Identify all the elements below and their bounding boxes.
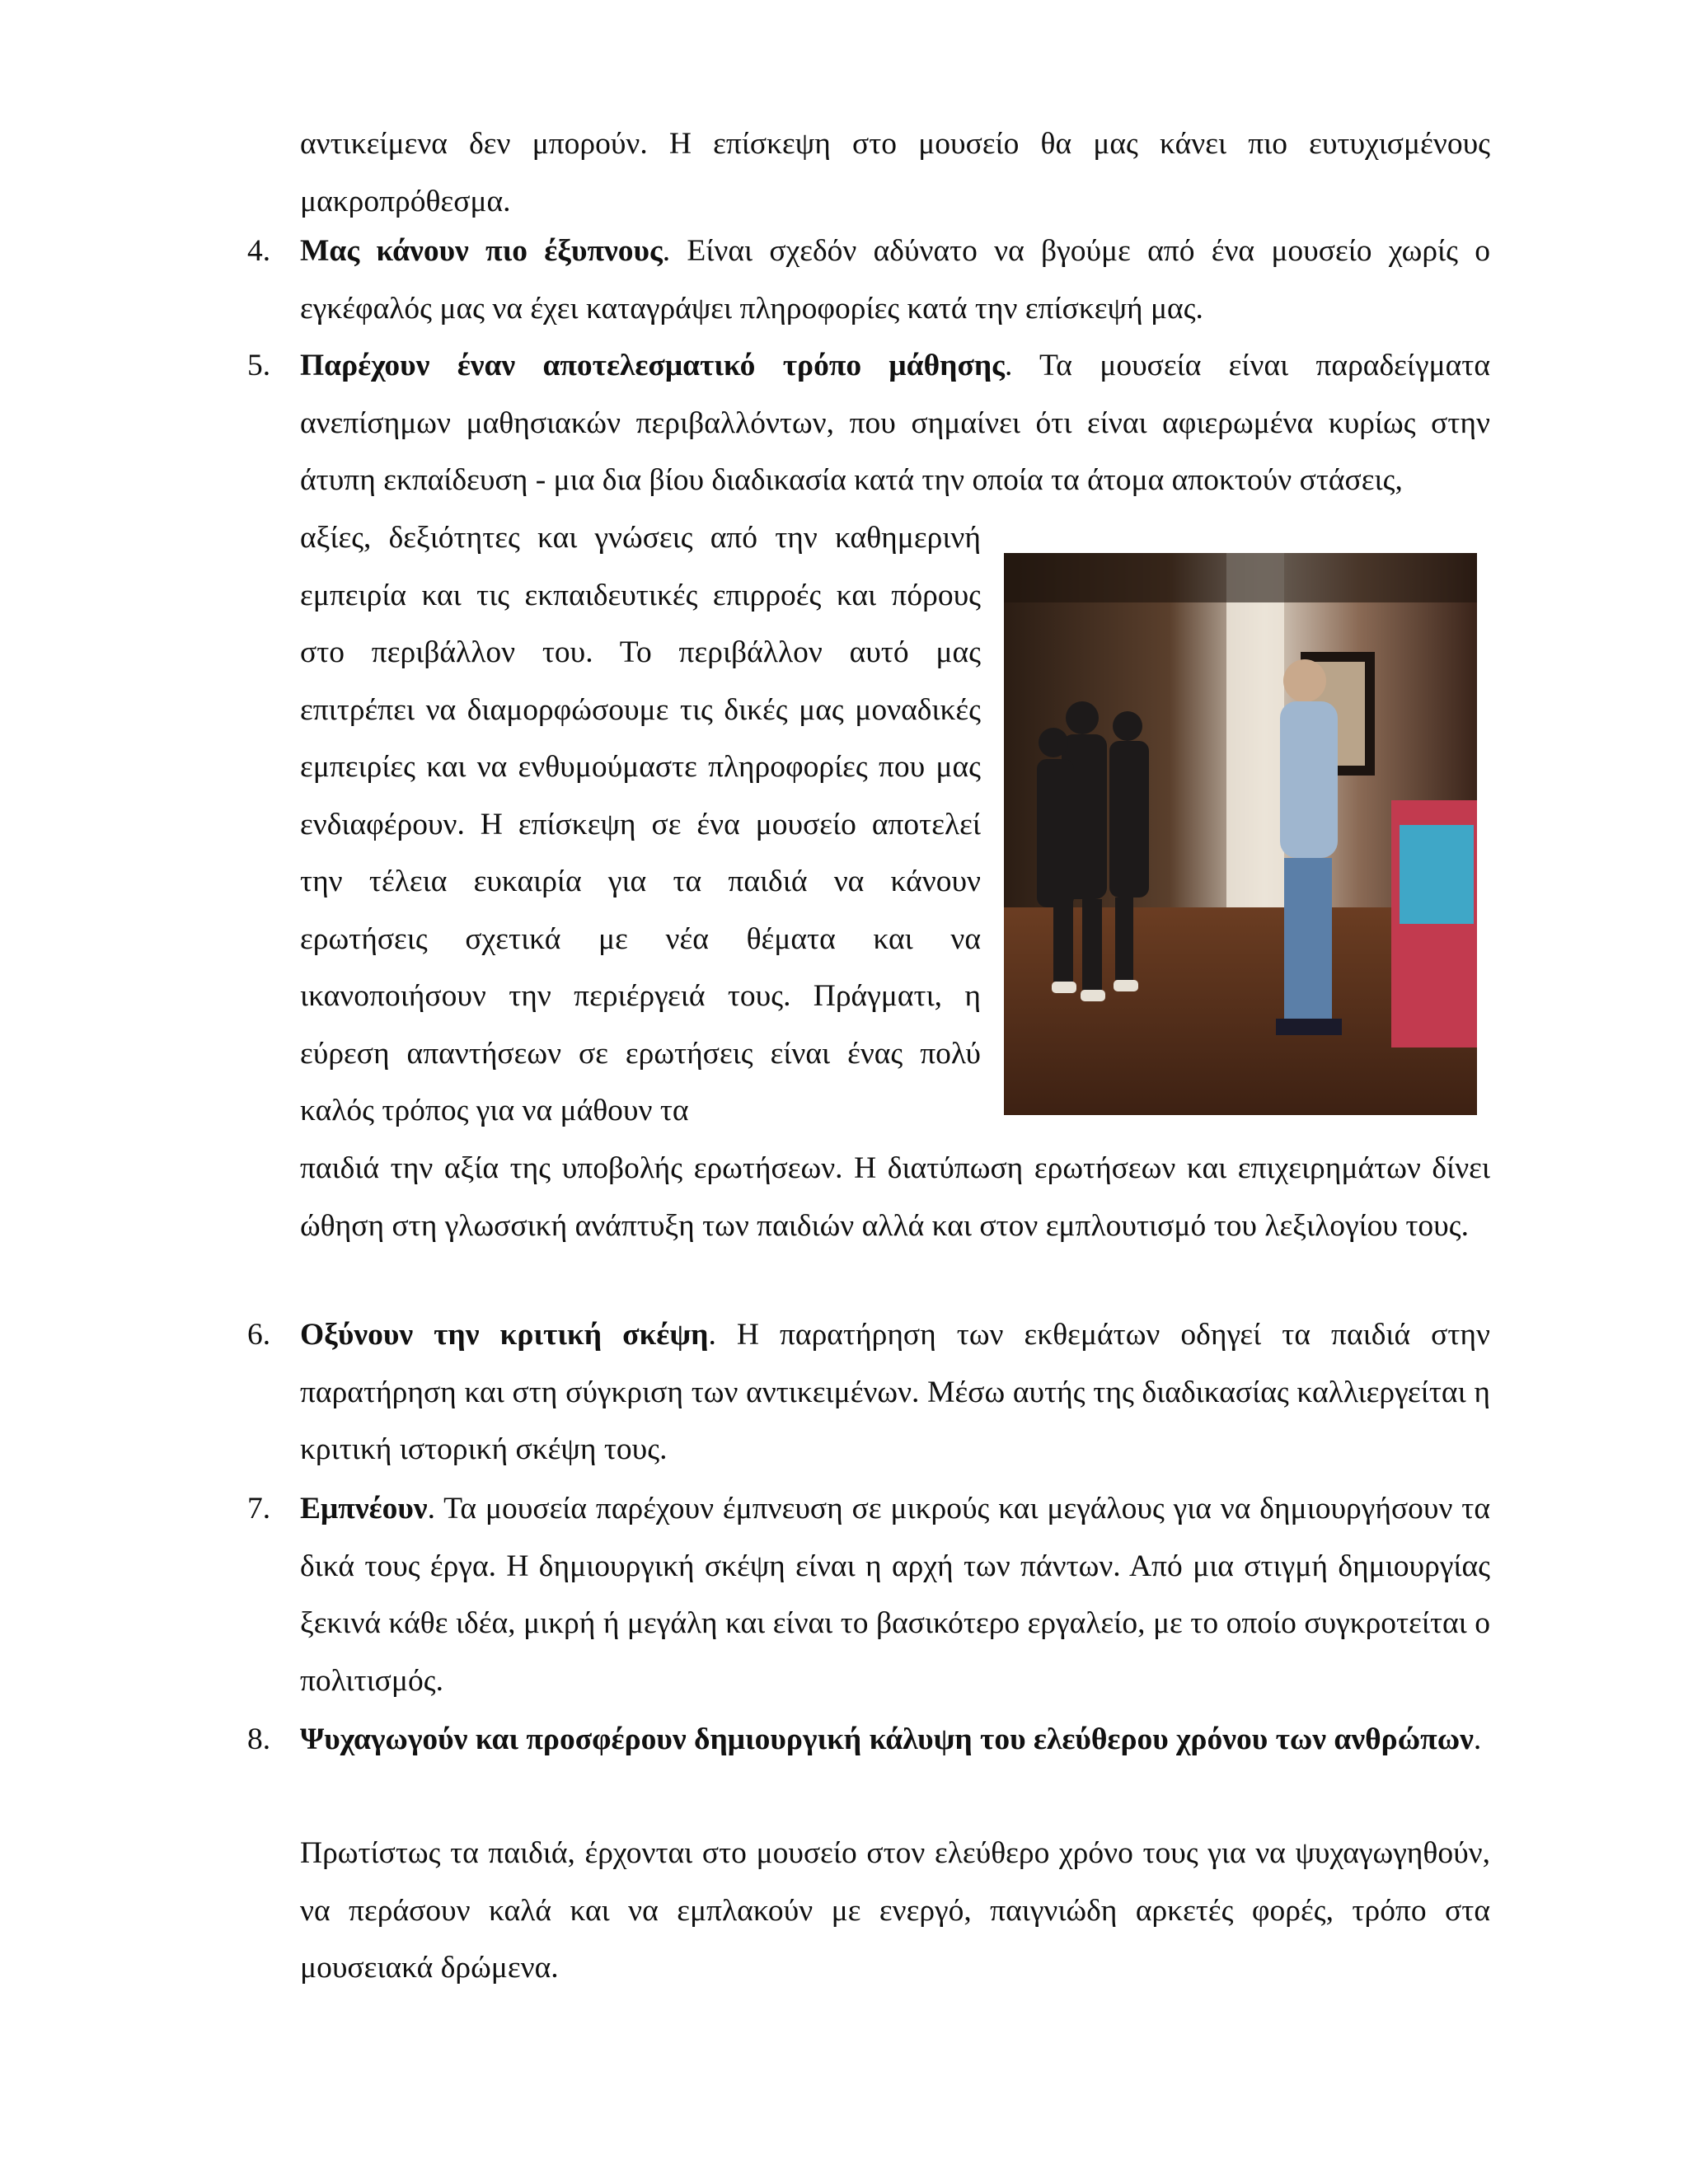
museum-visit-photo (1004, 553, 1477, 1115)
photo-illustration (1004, 553, 1477, 1115)
list-item-8 (300, 1711, 1490, 1769)
list-item-5-heading: Παρέχουν έναν αποτελεσματικό τρόπο μάθησης (300, 349, 1005, 382)
list-item-8-heading: Ψυχαγωγούν και προσφέρουν δημιουργική κάλυψη του ελεύθερου χρόνου των ανθρώπων (300, 1722, 1474, 1756)
list-item-6 (300, 1306, 1490, 1479)
list-item-7 (300, 1480, 1490, 1709)
list-item-7-body: . Τα μουσεία παρέχουν έμπνευση σε μικρούς και μεγάλους για να δημιουργήσουν τα δικά τους έργα. Η δημιουργική σκέψη είναι η αρχή των πάντων. Από μια στιγμή δημιουργίας ξεκινά κάθε ιδέα, μικρή ή μεγάλη και είναι το βασικότερο εργαλείο, με το οποίο συγκροτείται ο πολιτισμός. (300, 1492, 1490, 1698)
list-item-5-continued: παιδιά την αξία της υποβολής ερωτήσεων. Η διατύπωση ερωτήσεων και επιχειρημάτων δίνει ώθηση στη γλωσσική ανάπτυξη των παιδιών αλλά και στον εμπλουτισμό του λεξιλογίου τους. (300, 1151, 1490, 1243)
list-item-7-heading: Εμπνέουν (300, 1492, 428, 1526)
list-item-5 (300, 337, 1490, 509)
list-number-7: 7. (247, 1492, 271, 1526)
list-item-5-body: . Τα μουσεία είναι παραδείγματα ανεπίσημων μαθησιακών περιβαλλόντων, που σημαίνει ότι είναι αφιερωμένα κυρίως στην άτυπη εκπαίδευση - μια δια βίου διαδικασία κατά την οποία τα άτομα αποκτούν στάσεις, (300, 349, 1490, 497)
list-item-6-body: . Η παρατήρηση των εκθεμάτων οδηγεί τα παιδιά στην παρατήρηση και στη σύγκριση των αντικειμένων. Μέσω αυτής της διαδικασίας καλλιεργείται η κριτική ιστορική σκέψη τους. (300, 1318, 1490, 1466)
list-item-5-wrapped-text: αξίες, δεξιότητες και γνώσεις από την καθημερινή εμπειρία και τις εκπαιδευτικές επιρροές και πόρους στο περιβάλλον του. Το περιβάλλον αυτό μας επιτρέπει να διαμορφώσουμε τις δικές μας μοναδικές εμπειρίες και να ενθυμούμαστε πληροφορίες που μας ενδιαφέρουν. Η επίσκεψη σε ένα μουσείο αποτελεί την τέλεια ευκαιρία για τα παιδιά να κάνουν ερωτήσεις σχετικά με νέα θέματα και να ικανοποιήσουν την περιέργειά τους. Πράγματι, η εύρεση απαντήσεων σε ερωτήσεις είναι ένας πολύ καλός τρόπος για να μάθουν τα (300, 521, 981, 1127)
list-number-5: 5. (247, 349, 271, 382)
list-number-8: 8. (247, 1722, 271, 1756)
list-item-4 (300, 223, 1490, 337)
paragraph-intro-continued: αντικείμενα δεν μπορούν. Η επίσκεψη στο μουσείο θα μας κάνει πιο ευτυχισμένους μακροπρόθεσμα. (300, 127, 1490, 218)
list-number-4: 4. (247, 234, 271, 268)
list-item-8-follow: Πρωτίστως τα παιδιά, έρχονται στο μουσείο στον ελεύθερο χρόνο τους για να ψυχαγωγηθούν, να περάσουν καλά και να εμπλακούν με ενεργό, παιγνιώδη αρκετές φορές, τρόπο στα μουσειακά δρώμενα. (300, 1836, 1490, 1985)
list-item-4-heading: Μας κάνουν πιο έξυπνους (300, 234, 663, 268)
list-item-8-body: . (1473, 1722, 1482, 1756)
list-number-6: 6. (247, 1318, 271, 1352)
list-item-4-body: . Είναι σχεδόν αδύνατο να βγούμε από ένα μουσείο χωρίς ο εγκέφαλός μας να έχει καταγράψει πληροφορίες κατά την επίσκεψή μας. (300, 234, 1490, 326)
list-item-6-heading: Οξύνουν την κριτική σκέψη (300, 1318, 709, 1352)
